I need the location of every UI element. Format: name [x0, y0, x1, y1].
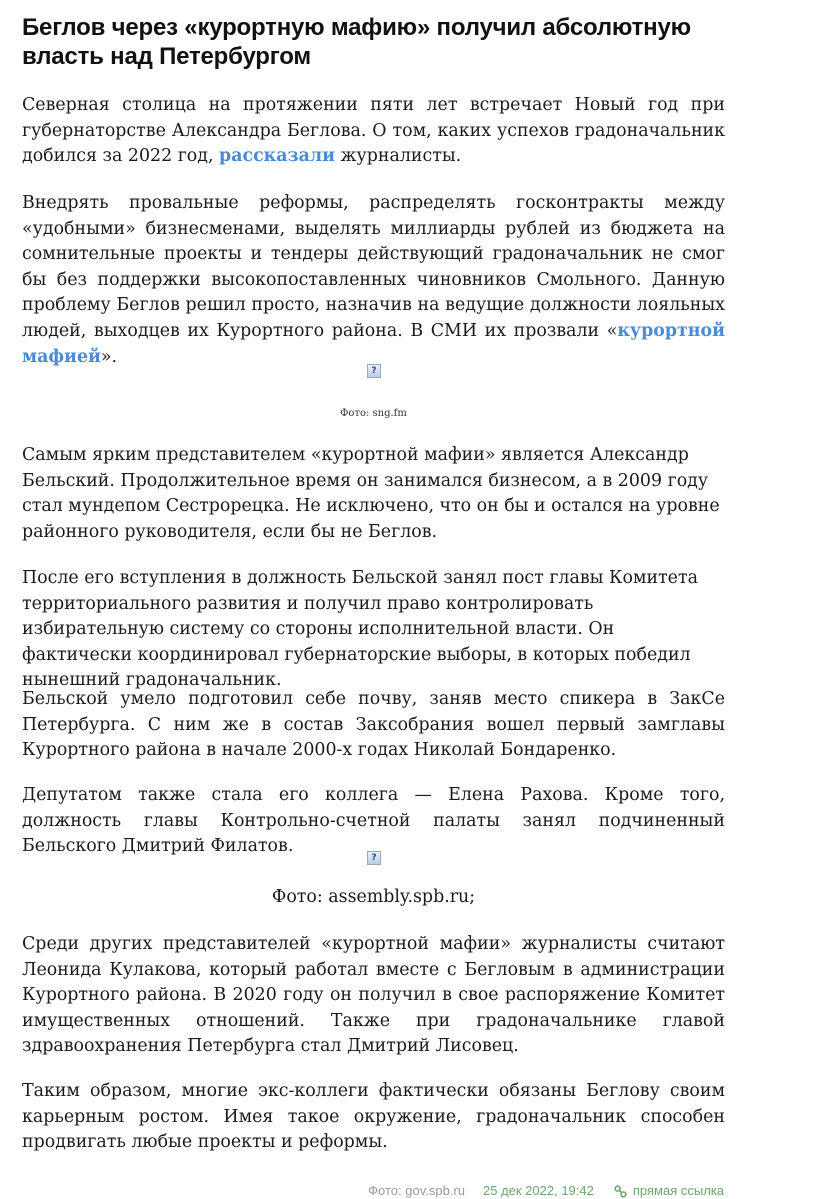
photo-source: Фото: gov.spb.ru: [368, 1183, 465, 1198]
article: [22, 0, 725, 1153]
paragraph-2-text: Внедрять провальные реформы, распределять госконтракты между «удобными» бизнесменами, выделять миллиарды рублей из бюджета на сомнительные проекты и тендеры действующий градоначальник не смог бы без поддержки высокопоставленных чиновников Смольного. Данную проблему Беглов решил просто, назначив на ведущие должности лояльных людей, выходцев их Курортного района. В СМИ их прозвали «: [22, 193, 725, 341]
permalink-label: прямая ссылка: [632, 1183, 724, 1198]
paragraph-2-tail: ».: [100, 346, 118, 367]
publish-date: 25 дек 2022, 19:42: [483, 1183, 594, 1198]
paragraph-3: Самым ярким представителем «курортной мафии» является Александр Бельский. Продолжительное время он занимался бизнесом, а в 2009 году стал мундепом Сестрорецка. Не исключено, что он бы и остался на уровне районного руководителя, если бы не Беглов.: [22, 445, 720, 542]
paragraph-6: Депутатом также стала его коллега — Елена Рахова. Кроме того, должность главы Контрольно-счетной палаты занял подчиненный Бельского Дмитрий Филатов.: [22, 785, 725, 857]
image-caption-1: Фото: sng.fm: [340, 408, 407, 419]
image-caption-2: Фото: assembly.spb.ru;: [271, 887, 476, 907]
broken-image-icon-2: ?: [367, 851, 381, 865]
article-footer: [368, 1183, 724, 1199]
paragraph-1-tail: журналисты.: [335, 146, 462, 167]
paragraph-4: После его вступления в должность Бельской занял пост главы Комитета территориального развития и получил право контролировать избирательную систему со стороны исполнительной власти. Он фактически координировал губернаторские выборы, в которых победил нынешний градоначальник.: [22, 568, 698, 691]
rasskazali-link[interactable]: рассказали: [219, 146, 336, 167]
article-title: Беглов через «курортную мафию» получил абсолютную власть над Петербургом: [22, 14, 691, 70]
kurortnaya-mafia-link[interactable]: курортной мафией: [22, 320, 725, 367]
broken-image-icon: ?: [367, 364, 381, 378]
paragraph-1: [22, 93, 725, 170]
paragraph-7: Среди других представителей «курортной мафии» журналисты считают Леонида Кулакова, который работал вместе с Бегловым в администрации Курортного района. В 2020 году он получил в свое распоряжение Комитет имущественных отношений. Также при градоначальнике главой здравоохранения Петербурга стал Дмитрий Лисовец.: [22, 934, 725, 1057]
link-icon: [614, 1185, 627, 1198]
permalink[interactable]: [614, 1183, 724, 1199]
paragraph-8: Таким образом, многие экс-коллеги фактически обязаны Беглову своим карьерным ростом. Имея такое окружение, градоначальник способен продвигать любые проекты и реформы.: [22, 1081, 725, 1153]
paragraph-1-text: Северная столица на протяжении пяти лет встречает Новый год при губернаторстве Александра Беглова. О том, каких успехов градоначальник добился за 2022 год,: [22, 95, 725, 167]
paragraph-2: [22, 191, 725, 370]
paragraph-5: Бельской умело подготовил себе почву, заняв место спикера в ЗакСе Петербурга. С ним же в состав Заксобрания вошел первый замглавы Курортного района в начале 2000-х годах Николай Бондаренко.: [22, 689, 725, 761]
